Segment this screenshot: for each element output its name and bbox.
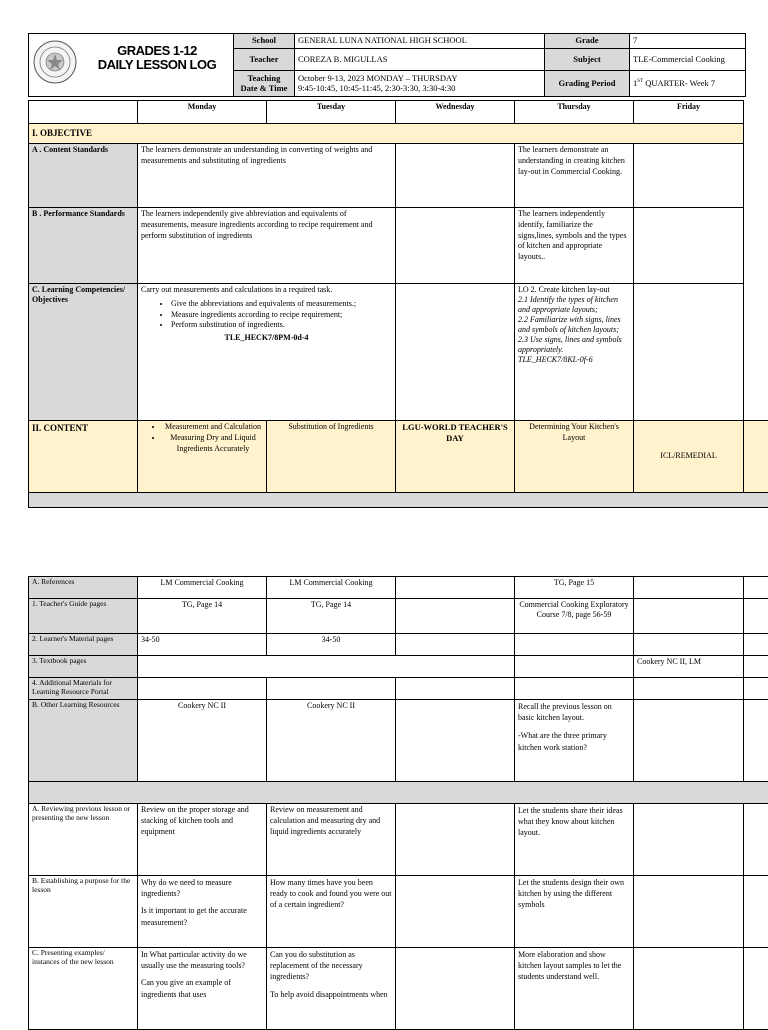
content-wed: LGU-WORLD TEACHER'S DAY [396,421,515,493]
list-item: • Perform substitution of ingredients. [171,320,392,331]
content-fri: ICL/REMEDIAL [634,421,744,493]
blank-cell [744,124,768,144]
reviewing-thu: Let the students share their ideas what they know about kitchen layout. [515,804,634,876]
other-resources-extra [744,700,768,782]
other-resources-wed [396,700,515,782]
learners-material-wed [396,634,515,656]
procedures-table [28,576,768,1030]
competencies-thu-item-1: 2.1 Identify the types of kitchen and appropriate layouts; [518,295,630,315]
presenting-tue-2: To help avoid disappointments when [270,989,392,1000]
presenting-label: C. Presenting examples/ instances of the new lesson [29,948,138,1030]
header-table [28,33,746,97]
other-resources-thu [515,700,634,782]
purpose-fri [634,876,744,948]
period-superscript: ST [637,79,643,84]
presenting-mon-2: Can you give an example of ingredients that uses [141,977,263,999]
objective-heading: I. OBJECTIVE [29,124,744,144]
textbook-mon-wed [138,656,515,678]
reviewing-mon: Review on the proper storage and stacking of kitchen tools and equipment [138,804,267,876]
teacher-value: COREZA B. MIGULLAS [295,48,545,71]
teachers-guide-label: 1. Teacher's Guide pages [29,599,138,634]
teachers-guide-thu: Commercial Cooking Exploratory Course 7/8, page 56-59 [515,599,634,634]
subject-value: TLE-Commercial Cooking [630,48,746,71]
performance-standards-wed [396,208,515,284]
competencies-intro: Carry out measurements and calculations in a required task. [141,285,392,296]
list-item: • Measuring Dry and Liquid Ingredients Accurately [163,433,263,455]
references-tue: LM Commercial Cooking [267,577,396,599]
presenting-mon [138,948,267,1030]
presenting-fri [634,948,744,1030]
performance-standards-fri [634,208,744,284]
teachers-guide-tue: TG, Page 14 [267,599,396,634]
date-label-line-1: Teaching [237,74,291,84]
other-resources-thu-1: Recall the previous lesson on basic kitchen layout. [518,701,630,723]
other-resources-mon: Cookery NC II [138,700,267,782]
list-item: • Measurement and Calculation [163,422,263,433]
purpose-tue: How many times have you been ready to cook and found you were out of a certain ingredient? [267,876,396,948]
reviewing-extra [744,804,768,876]
content-standards-fri [634,144,744,208]
additional-materials-extra [744,678,768,700]
day-header-tuesday: Tuesday [267,101,396,124]
learners-material-thu [515,634,634,656]
section-divider [29,493,768,508]
purpose-mon [138,876,267,948]
other-resources-fri [634,700,744,782]
content-mon-list [141,422,263,454]
purpose-wed [396,876,515,948]
additional-materials-wed [396,678,515,700]
textbook-extra [744,656,768,678]
additional-materials-mon [138,678,267,700]
period-value [630,71,746,97]
performance-standards-label: B . Performance Standards [29,208,138,284]
deped-seal-icon [33,40,77,84]
competencies-label: C. Learning Competencies/ Objectives [29,284,138,421]
learners-material-tue: 34-50 [267,634,396,656]
day-header-wednesday: Wednesday [396,101,515,124]
performance-standards-mon-tue: The learners independently give abbreviation and equivalents of measurements, measure ingredients according to recipe requirement and perform substitution of ingredients [138,208,396,284]
date-value-line-2: 9:45-10:45, 10:45-11:45, 2:30-3:30, 3:30-4:30 [298,84,541,94]
purpose-label: B. Establishing a purpose for the lesson [29,876,138,948]
references-mon: LM Commercial Cooking [138,577,267,599]
subject-label: Subject [545,48,630,71]
references-thu: TG, Page 15 [515,577,634,599]
purpose-mon-2: Is it important to get the accurate measurement? [141,905,263,927]
teachers-guide-wed [396,599,515,634]
references-extra [744,577,768,599]
list-item: • Measure ingredients according to recipe requirement; [171,310,392,321]
teachers-guide-fri [634,599,744,634]
corner-cell [29,101,138,124]
learners-material-extra [744,634,768,656]
teacher-label: Teacher [234,48,295,71]
references-wed [396,577,515,599]
learners-material-fri [634,634,744,656]
content-standards-label: A . Content Standards [29,144,138,208]
logo-cell [29,34,234,97]
reviewing-tue: Review on measurement and calculation and measuring dry and liquid ingredients accurately [267,804,396,876]
blank-cell [744,144,768,208]
content-heading: II. CONTENT [29,421,138,493]
presenting-tue-1: Can you do substitution as replacement of the necessary ingredients? [270,949,392,983]
references-label: A. References [29,577,138,599]
date-label-line-2: Date & Time [237,84,291,94]
content-mon [138,421,267,493]
other-resources-thu-2: -What are the three primary kitchen work station? [518,730,630,752]
school-label: School [234,34,295,49]
textbook-fri: Cookery NC II, LM [634,656,744,678]
purpose-extra [744,876,768,948]
teachers-guide-extra [744,599,768,634]
reviewing-label: A. Reviewing previous lesson or presenting the new lesson [29,804,138,876]
presenting-mon-1: In What particular activity do we usually use the measuring tools? [141,949,263,971]
competencies-wed [396,284,515,421]
presenting-extra [744,948,768,1030]
other-resources-tue: Cookery NC II [267,700,396,782]
period-quarter: QUARTER- Week 7 [643,78,715,88]
date-value [295,71,545,97]
additional-materials-thu [515,678,634,700]
title-line-1: GRADES 1-12 [83,44,231,58]
title-line-2: DAILY LESSON LOG [83,58,231,72]
textbook-label: 3. Textbook pages [29,656,138,678]
content-thu: Determining Your Kitchen's Layout [515,421,634,493]
textbook-thu [515,656,634,678]
additional-materials-fri [634,678,744,700]
presenting-tue [267,948,396,1030]
presenting-wed [396,948,515,1030]
grade-value: 7 [630,34,746,49]
competencies-thu-lo: LO 2. Create kitchen lay-out [518,285,630,295]
competencies-thu-item-2: 2.2 Familiarize with signs, lines and symbols of kitchen layouts; [518,315,630,335]
date-label [234,71,295,97]
date-value-line-1: October 9-13, 2023 MONDAY – THURSDAY [298,74,541,84]
period-number: 1 [633,78,637,88]
references-fri [634,577,744,599]
objective-table [28,100,768,508]
competencies-list [141,299,392,331]
section-divider [29,782,768,804]
competencies-thu-item-3: 2.3 Use signs, lines and symbols appropriately. [518,335,630,355]
grade-label: Grade [545,34,630,49]
blank-cell [744,208,768,284]
competencies-thu-code: TLE_HECK7/8KL-0f-6 [518,355,630,365]
competencies-mon-tue [138,284,396,421]
performance-standards-thu: The learners independently identify, familiarize the signs,lines, symbols and the types of kitchen and appropriate layouts.. [515,208,634,284]
competencies-fri [634,284,744,421]
learners-material-label: 2. Learner's Material pages [29,634,138,656]
competencies-code: TLE_HECK7/8PM-0d-4 [141,333,392,344]
other-resources-label: B. Other Learning Resources [29,700,138,782]
content-tue: Substitution of Ingredients [267,421,396,493]
competencies-thu [515,284,634,421]
teachers-guide-mon: TG, Page 14 [138,599,267,634]
content-standards-thu: The learners demonstrate an understanding in creating kitchen lay-out in Commercial Cooking. [515,144,634,208]
page-title [83,44,231,72]
blank-cell [744,284,768,421]
additional-materials-label: 4. Additional Materials for Learning Resource Portal [29,678,138,700]
learners-material-mon: 34-50 [138,634,267,656]
reviewing-fri [634,804,744,876]
school-value: GENERAL LUNA NATIONAL HIGH SCHOOL [295,34,545,49]
reviewing-wed [396,804,515,876]
day-header-friday: Friday [634,101,744,124]
purpose-thu: Let the students design their own kitchen by using the different symbols [515,876,634,948]
day-header-monday: Monday [138,101,267,124]
period-label: Grading Period [545,71,630,97]
day-header-thursday: Thursday [515,101,634,124]
content-extra [744,421,768,493]
blank-cell [744,101,768,124]
additional-materials-tue [267,678,396,700]
purpose-mon-1: Why do we need to measure ingredients? [141,877,263,899]
content-standards-wed [396,144,515,208]
list-item: • Give the abbreviations and equivalents of measurements.; [171,299,392,310]
presenting-thu: More elaboration and show kitchen layout samples to let the students understand well. [515,948,634,1030]
content-standards-mon-tue: The learners demonstrate an understanding in converting of weights and measurements and substituting of ingredients [138,144,396,208]
